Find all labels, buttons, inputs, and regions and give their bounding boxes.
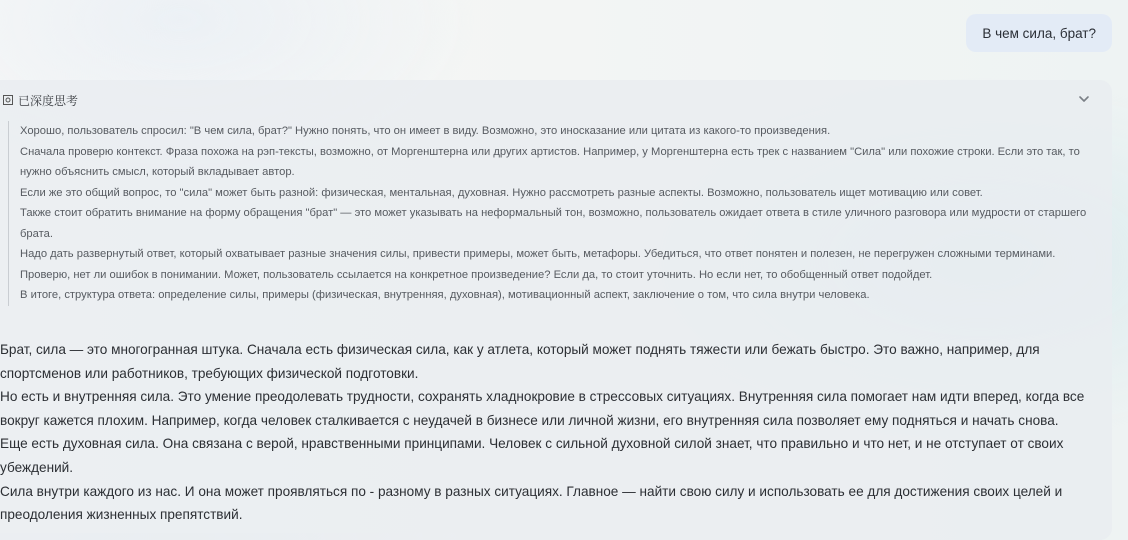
thinking-header-label: 已深度思考 [18, 93, 79, 108]
thinking-line: Также стоит обратить внимание на форму обращения "брат" — это может указывать на неформальный тон, возможно, пользователь ожидает ответа в стиле уличного разговора или мудрости от старшего брата. [20, 207, 1087, 240]
thinking-toggle[interactable] [0, 86, 1100, 114]
thinking-line: В итоге, структура ответа: определение силы, примеры (физическая, внутренняя, духовная), мотивационный аспект, заключение о том, что сила внутри человека. [20, 289, 870, 301]
chevron-down-icon[interactable] [1076, 91, 1092, 107]
thinking-line: Хорошо, пользователь спросил: "В чем сила, брат?" Нужно понять, что он имеет в виду. Возможно, это иносказание или цитата из какого-то произведения. [20, 125, 831, 137]
thinking-line: Сначала проверю контекст. Фраза похожа на рэп-тексты, возможно, от Моргенштерна или других артистов. Например, у Моргенштерна есть трек с названием "Сила" или похожие строки. Если это так, то нужно объяснить смысл, который вкладывает автор. [20, 145, 1080, 178]
thinking-line: Надо дать развернутый ответ, который охватывает разные значения силы, привести примеры, может быть, метафоры. Убедиться, что ответ понятен и полезен, не перегружен сложными терминами. [20, 248, 1056, 260]
answer-paragraph: Но есть и внутренняя сила. Это умение преодолевать трудности, сохранять хладнокровие в стрессовых ситуациях. Внутренняя сила помогает нам идти вперед, когда все вокруг кажется плохим. Например, когда человек сталкивается с неудачей в бизнесе или личной жизни, его внутренняя сила позволяет ему подняться и начать снова. [0, 389, 1085, 428]
answer-paragraph: Еще есть духовная сила. Она связана с верой, нравственными принципами. Человек с сильной духовной силой знает, что правильно и что нет, и не отступает от своих убеждений. [0, 436, 1064, 475]
answer-paragraph: Сила внутри каждого из нас. И она может проявляться по - разному в разных ситуациях. Главное — найти свою силу и использовать ее для достижения своих целей и преодоления жизненных препятствий. [0, 483, 1063, 523]
user-message-bubble [966, 14, 1112, 52]
thinking-line: Проверю, нет ли ошибок в понимании. Может, пользователь ссылается на конкретное произведение? Если да, то стоит уточнить. Но если нет, то обобщенный ответ подойдет. [20, 268, 933, 281]
answer-paragraph: Брат, сила — это многогранная штука. Сначала есть физическая сила, как у атлета, который может поднять тяжести или бежать быстро. Это важно, например, для спортсменов или работников, требующих физической подготовки. [0, 342, 1040, 381]
assistant-answer [0, 338, 1110, 527]
atom-icon [3, 95, 13, 105]
thinking-content [8, 121, 1105, 306]
user-message-text: В чем сила, брат? [982, 25, 1096, 41]
thinking-line: Если же это общий вопрос, то "сила" может быть разной: физическая, ментальная, духовная. Нужно рассмотреть разные аспекты. Возможно, пользователь ищет мотивацию или совет. [20, 186, 983, 199]
